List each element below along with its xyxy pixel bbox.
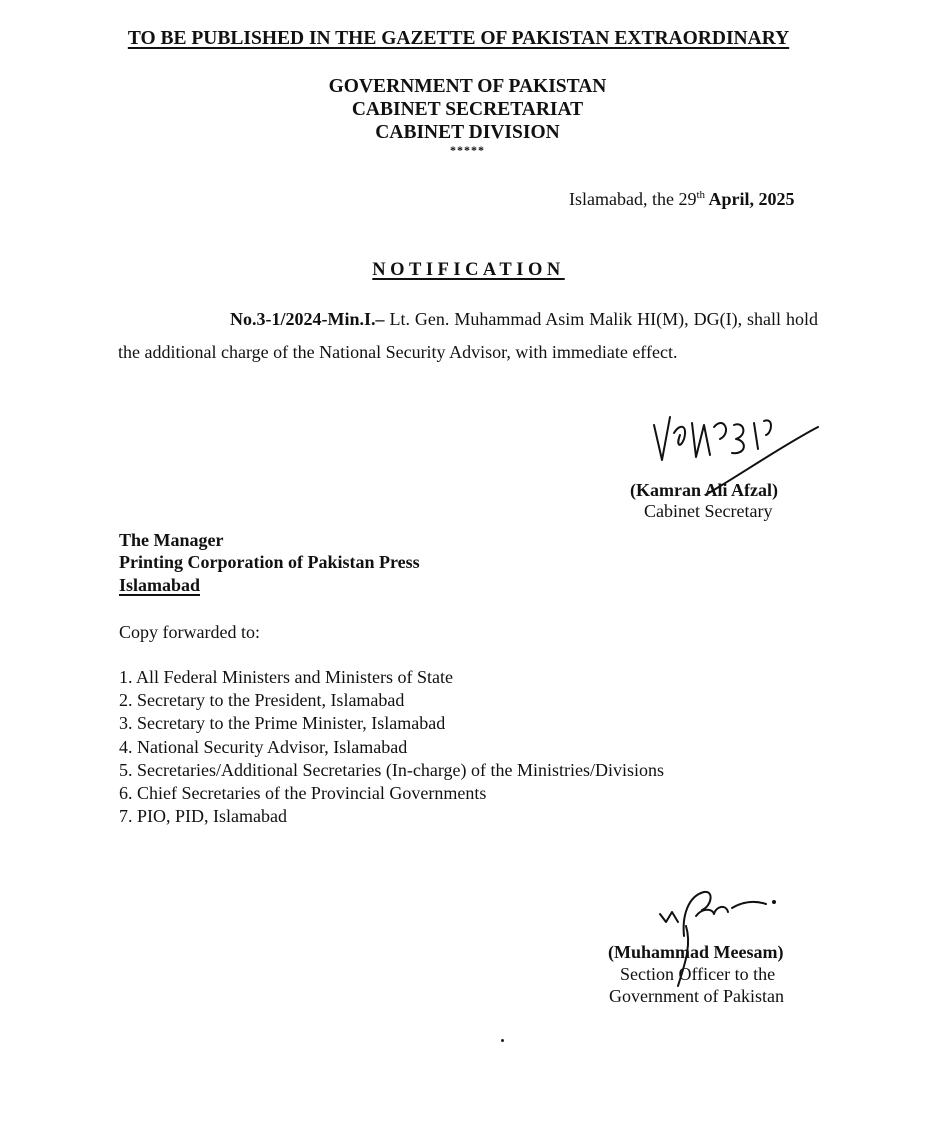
notification-number: No.3-1/2024-Min.I.– bbox=[230, 309, 385, 329]
date-ordinal: th bbox=[696, 189, 706, 201]
signatory1-designation: Cabinet Secretary bbox=[644, 501, 773, 521]
signatory1-name: (Kamran Ali Afzal) bbox=[630, 480, 778, 500]
copy-forwarded-label: Copy forwarded to: bbox=[119, 622, 260, 642]
header-division: CABINET DIVISION bbox=[375, 122, 560, 143]
list-item: 3. Secretary to the Prime Minister, Islamabad bbox=[119, 713, 446, 734]
signatory2-organisation: Government of Pakistan bbox=[609, 986, 784, 1006]
addressee-title: The Manager bbox=[119, 530, 224, 550]
signatory2-designation: Section Officer to the bbox=[620, 964, 776, 984]
notification-text: Lt. Gen. Muhammad Asim Malik HI(M), DG(I), shall hold the additional charge of the National Security Advisor, with immediate effect. bbox=[118, 309, 818, 362]
page-dot bbox=[501, 1039, 504, 1042]
issue-date bbox=[569, 189, 795, 210]
date-rest: April, 2025 bbox=[705, 189, 795, 209]
header-secretariat: CABINET SECRETARIAT bbox=[351, 99, 584, 120]
list-item: 6. Chief Secretaries of the Provincial Governments bbox=[119, 783, 487, 804]
header-separator: ***** bbox=[450, 143, 485, 157]
addressee-city: Islamabad bbox=[119, 575, 201, 595]
signatory2-name: (Muhammad Meesam) bbox=[608, 942, 784, 962]
list-item: 7. PIO, PID, Islamabad bbox=[119, 806, 287, 827]
date-prefix: Islamabad, the 29 bbox=[569, 189, 697, 209]
notification-body bbox=[118, 303, 818, 369]
list-item: 1. All Federal Ministers and Ministers of State bbox=[119, 667, 453, 687]
copy-list bbox=[119, 666, 664, 828]
addressee-organisation: Printing Corporation of Pakistan Press bbox=[119, 552, 420, 572]
header-government: GOVERNMENT OF PAKISTAN bbox=[328, 76, 607, 97]
list-item: 5. Secretaries/Additional Secretaries (In-charge) of the Ministries/Divisions bbox=[119, 759, 665, 780]
list-item: 4. National Security Advisor, Islamabad bbox=[119, 736, 408, 757]
notification-title: NOTIFICATION bbox=[372, 260, 565, 280]
list-item: 2. Secretary to the President, Islamabad bbox=[119, 690, 405, 711]
gazette-heading: TO BE PUBLISHED IN THE GAZETTE OF PAKISTAN EXTRAORDINARY bbox=[127, 28, 790, 49]
